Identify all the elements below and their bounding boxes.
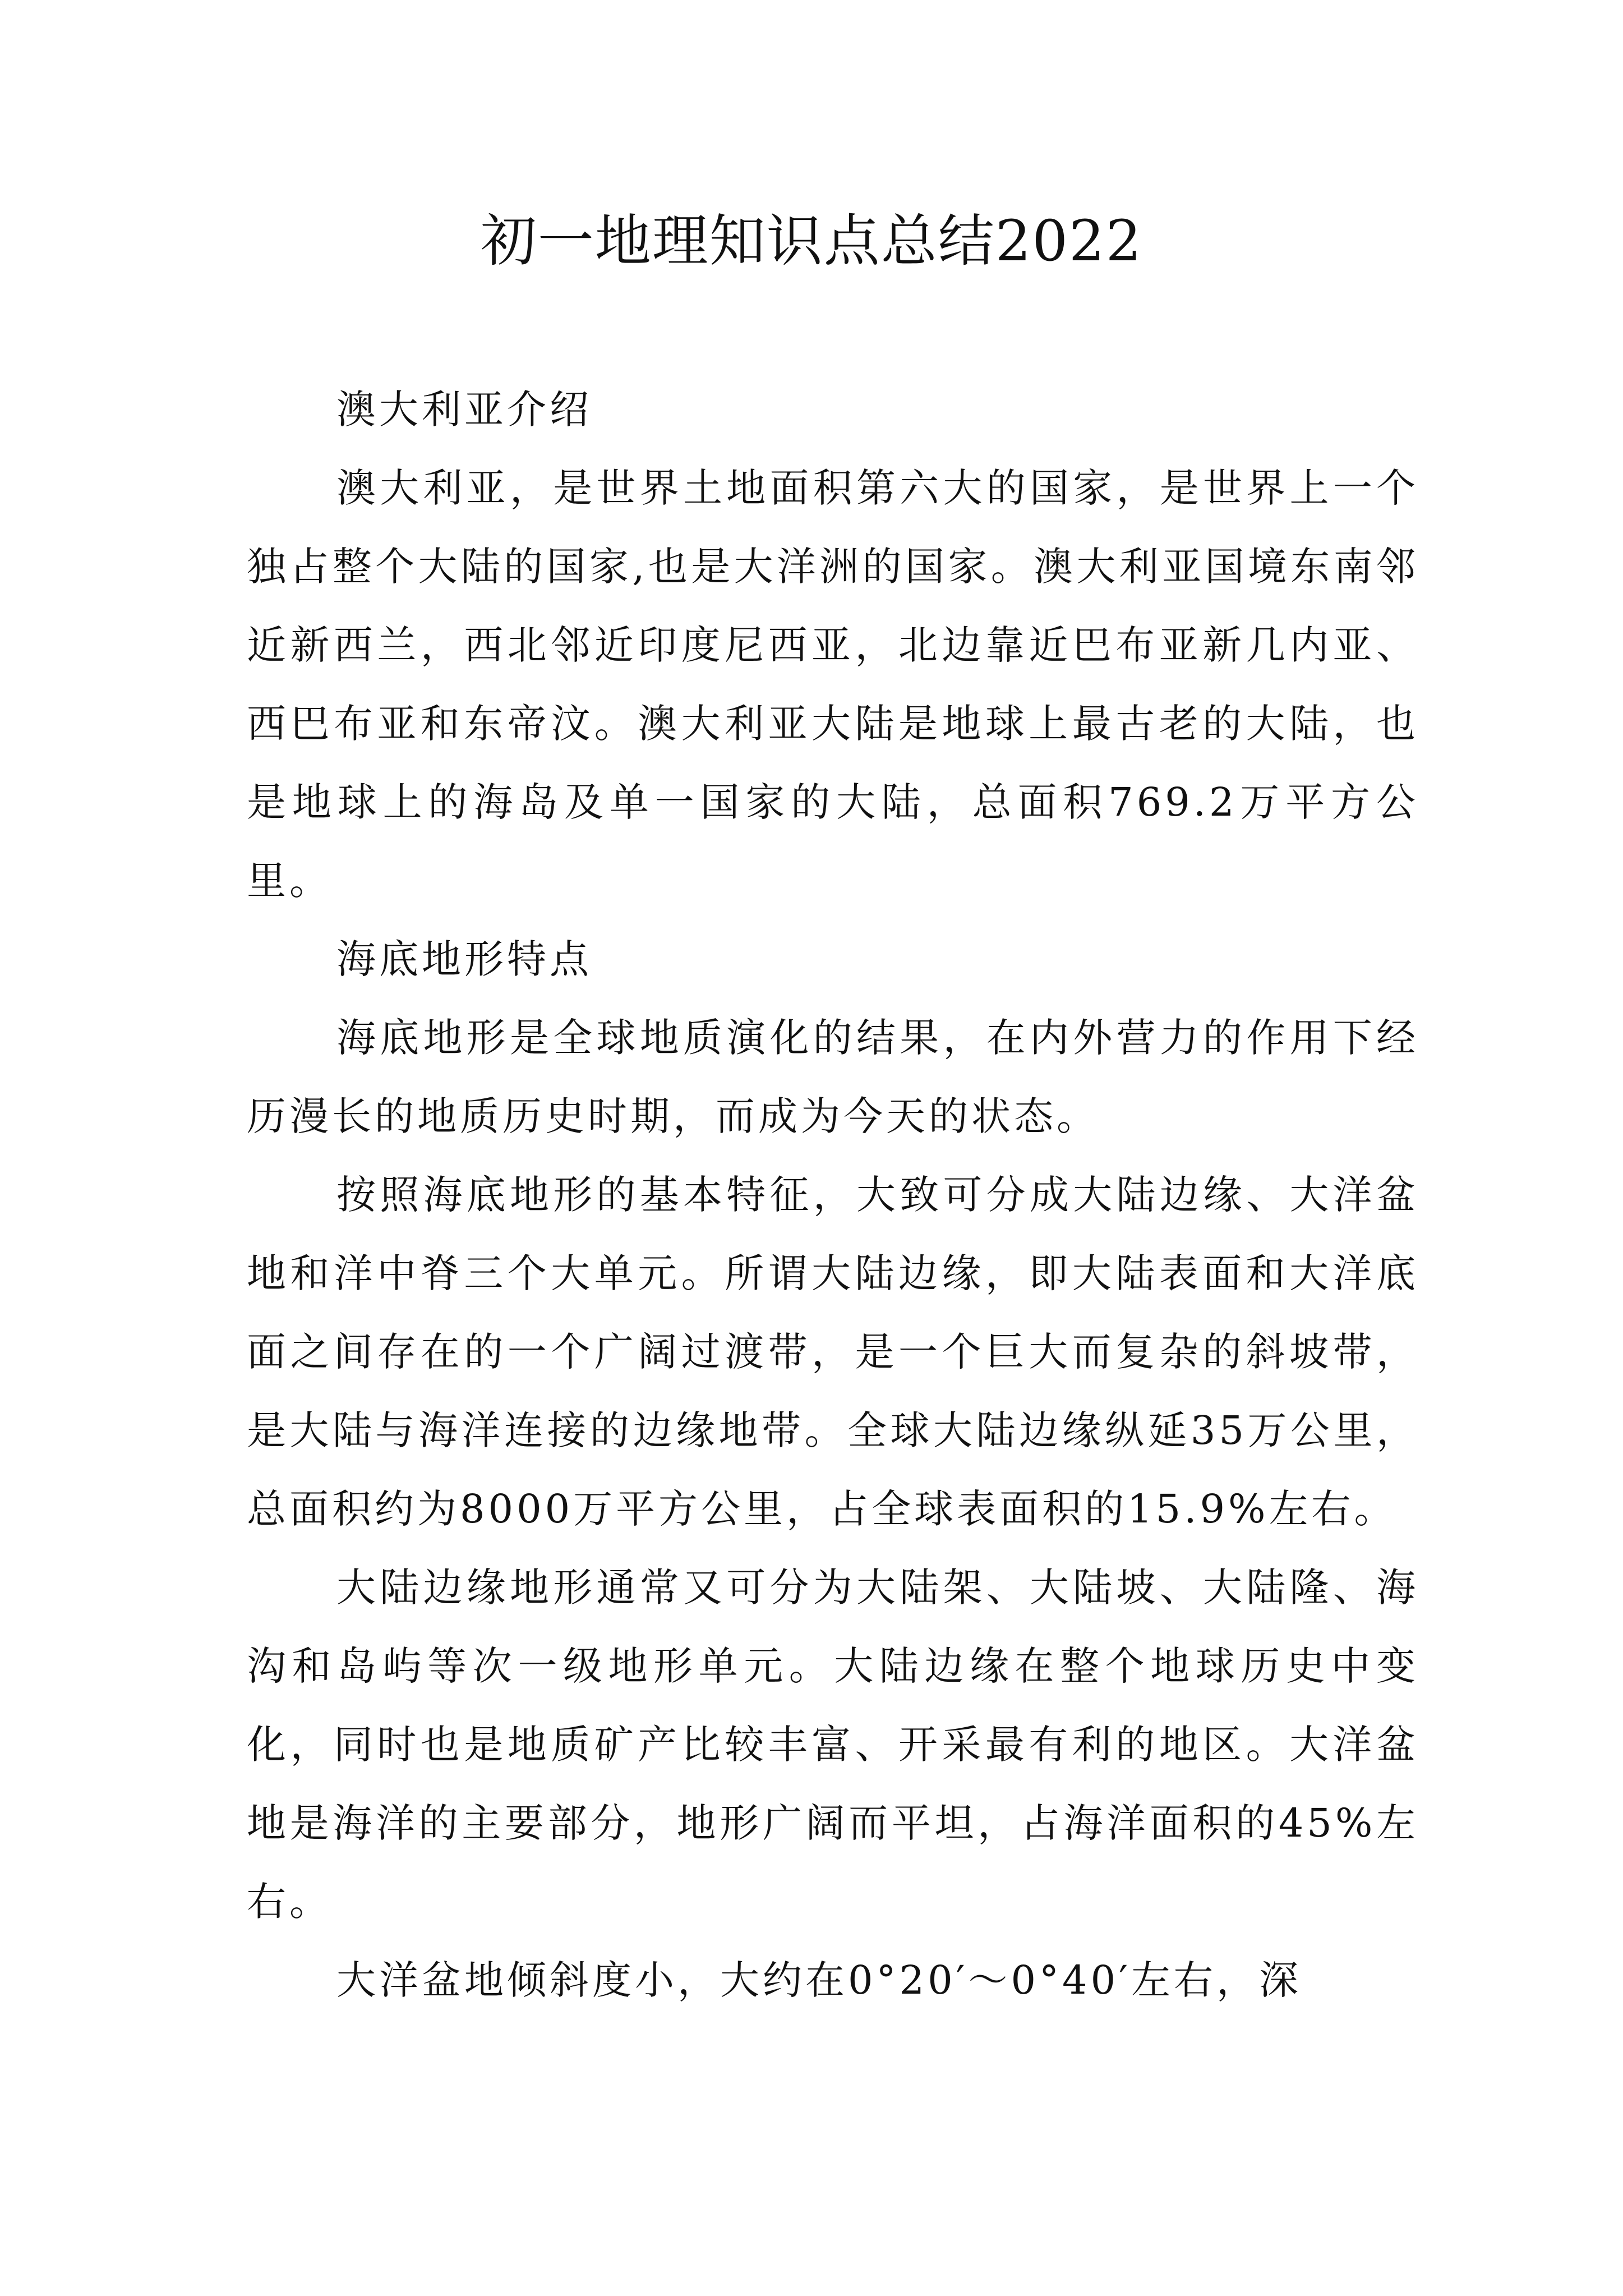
section-heading-australia: 澳大利亚介绍 <box>336 386 592 432</box>
paragraph-seafloor-units: 按照海底地形的基本特征，大致可分成大陆边缘、大洋盆地和洋中脊三个大单元。所谓大陆边缘，即大陆表面和大洋底面之间存在的一个广阔过渡带，是一个巨大而复杂的斜坡带，是大陆与海洋连接的边缘地带。全球大陆边缘纵延35万公里，总面积约为8000万平方公里，占全球表面积的15.9%左右。 <box>247 1172 1419 1532</box>
paragraph-seafloor-origin: 海底地形是全球地质演化的结果，在内外营力的作用下经历漫长的地质历史时期，而成为今天的状态。 <box>247 1015 1419 1139</box>
document-title: 初一地理知识点总结2022 <box>480 208 1143 274</box>
paragraph-ocean-basin: 大洋盆地倾斜度小，大约在0°20′～0°40′左右，深 <box>336 1957 1302 2003</box>
section-heading-seafloor: 海底地形特点 <box>336 936 592 982</box>
document-body <box>247 370 1419 2019</box>
paragraph-continental-margin: 大陆边缘地形通常又可分为大陆架、大陆坡、大陆隆、海沟和岛屿等次一级地形单元。大陆边缘在整个地球历史中变化，同时也是地质矿产比较丰富、开采最有利的地区。大洋盆地是海洋的主要部分，地形广阔而平坦，占海洋面积的45%左右。 <box>247 1565 1419 1925</box>
paragraph-australia-intro: 澳大利亚，是世界土地面积第六大的国家，是世界上一个独占整个大陆的国家,也是大洋洲的国家。澳大利亚国境东南邻近新西兰，西北邻近印度尼西亚，北边靠近巴布亚新几内亚、西巴布亚和东帝汶。澳大利亚大陆是地球上最古老的大陆，也是地球上的海岛及单一国家的大陆，总面积769.2万平方公里。 <box>247 465 1419 904</box>
